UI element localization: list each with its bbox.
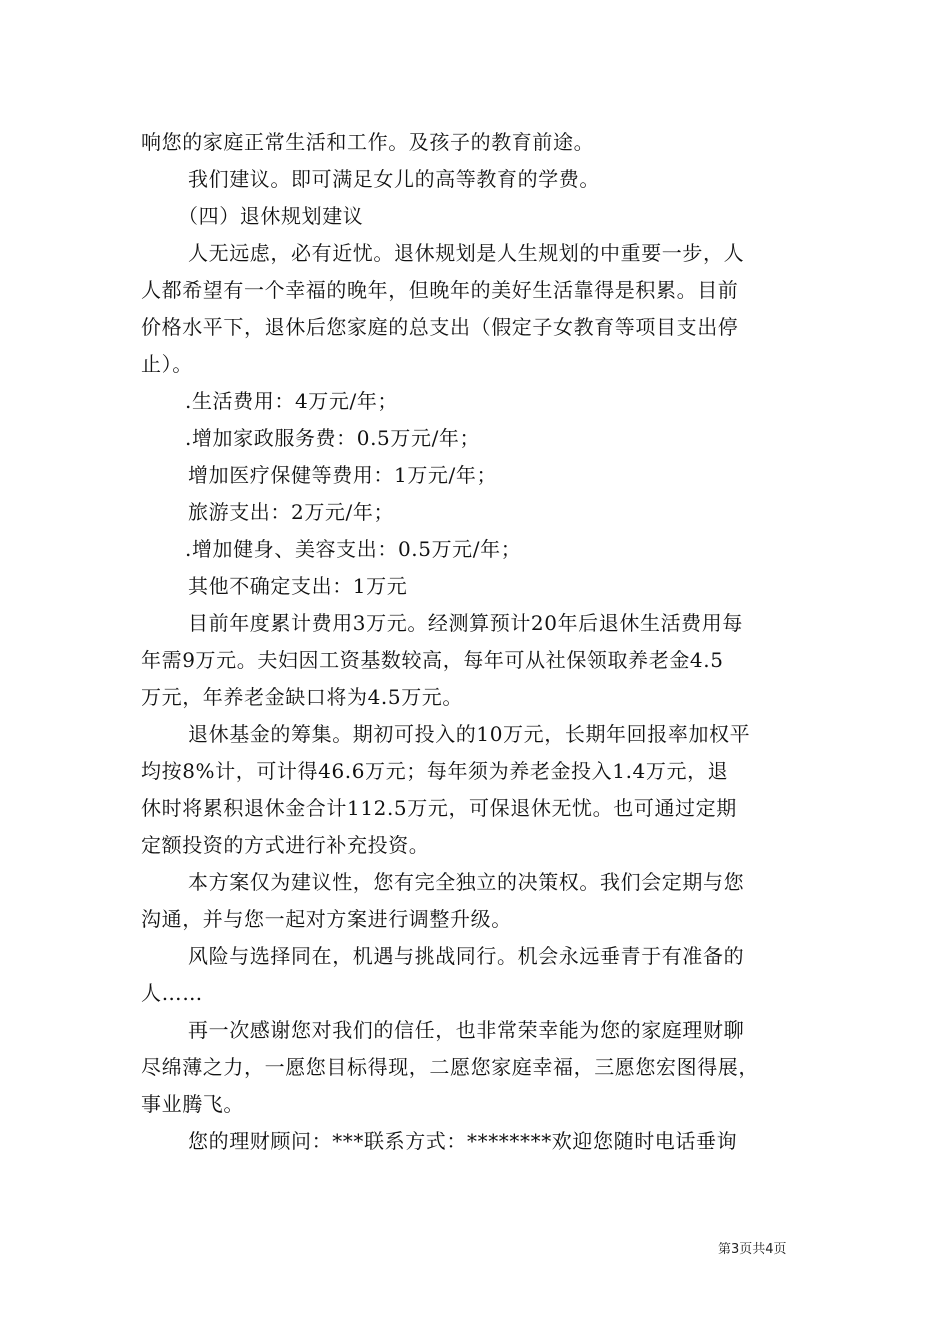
text-line: 人都希望有一个幸福的晚年，但晚年的美好生活靠得是积累。目前: [141, 278, 739, 302]
text-line: 事业腾飞。: [141, 1092, 244, 1116]
expense-item: .增加家政服务费：0.5万元/年；: [185, 426, 481, 450]
text-line: 止）。: [141, 352, 193, 376]
text-line: 人……: [141, 981, 203, 1005]
text-line: 目前年度累计费用3万元。经测算预计20年后退休生活费用每: [188, 611, 743, 635]
text-line: 万元，年养老金缺口将为4.5万元。: [141, 685, 464, 709]
expense-item: 其他不确定支出：1万元: [188, 574, 408, 598]
section-heading: （四）退休规划建议: [178, 204, 364, 228]
text-line: 定额投资的方式进行补充投资。: [141, 833, 430, 857]
text-line: 响您的家庭正常生活和工作。及孩子的教育前途。: [141, 130, 595, 154]
text-line: 退休基金的筹集。期初可投入的10万元，长期年回报率加权平: [188, 722, 751, 746]
text-line: 休时将累积退休金合计112.5万元，可保退休无忧。也可通过定期: [141, 796, 737, 820]
text-line: 人无远虑，必有近忧。退休规划是人生规划的中重要一步，人: [188, 241, 745, 265]
text-line: 本方案仅为建议性，您有完全独立的决策权。我们会定期与您: [188, 870, 745, 894]
expense-item: 旅游支出：2万元/年；: [188, 500, 395, 524]
text-line: 风险与选择同在，机遇与挑战同行。机会永远垂青于有准备的: [188, 944, 745, 968]
text-line: 均按8%计，可计得46.6万元；每年须为养老金投入1.4万元，退: [141, 759, 729, 783]
text-line: 再一次感谢您对我们的信任，也非常荣幸能为您的家庭理财聊: [188, 1018, 745, 1042]
expense-item: 增加医疗保健等费用：1万元/年；: [188, 463, 498, 487]
text-line: 我们建议。即可满足女儿的高等教育的学费。: [188, 167, 600, 191]
text-line: 年需9万元。夫妇因工资基数较高，每年可从社保领取养老金4.5: [141, 648, 724, 672]
text-line: 价格水平下，退休后您家庭的总支出（假定子女教育等项目支出停: [141, 315, 739, 339]
text-line: 尽绵薄之力，一愿您目标得现，二愿您家庭幸福，三愿您宏图得展，: [141, 1055, 759, 1079]
expense-item: .增加健身、美容支出：0.5万元/年；: [185, 537, 522, 561]
advisor-contact-line: 您的理财顾问：***联系方式：********欢迎您随时电话垂询: [188, 1129, 738, 1153]
expense-item: .生活费用：4万元/年；: [185, 389, 399, 413]
text-line: 沟通，并与您一起对方案进行调整升级。: [141, 907, 512, 931]
page-number: 第3页共4页: [718, 1242, 787, 1257]
